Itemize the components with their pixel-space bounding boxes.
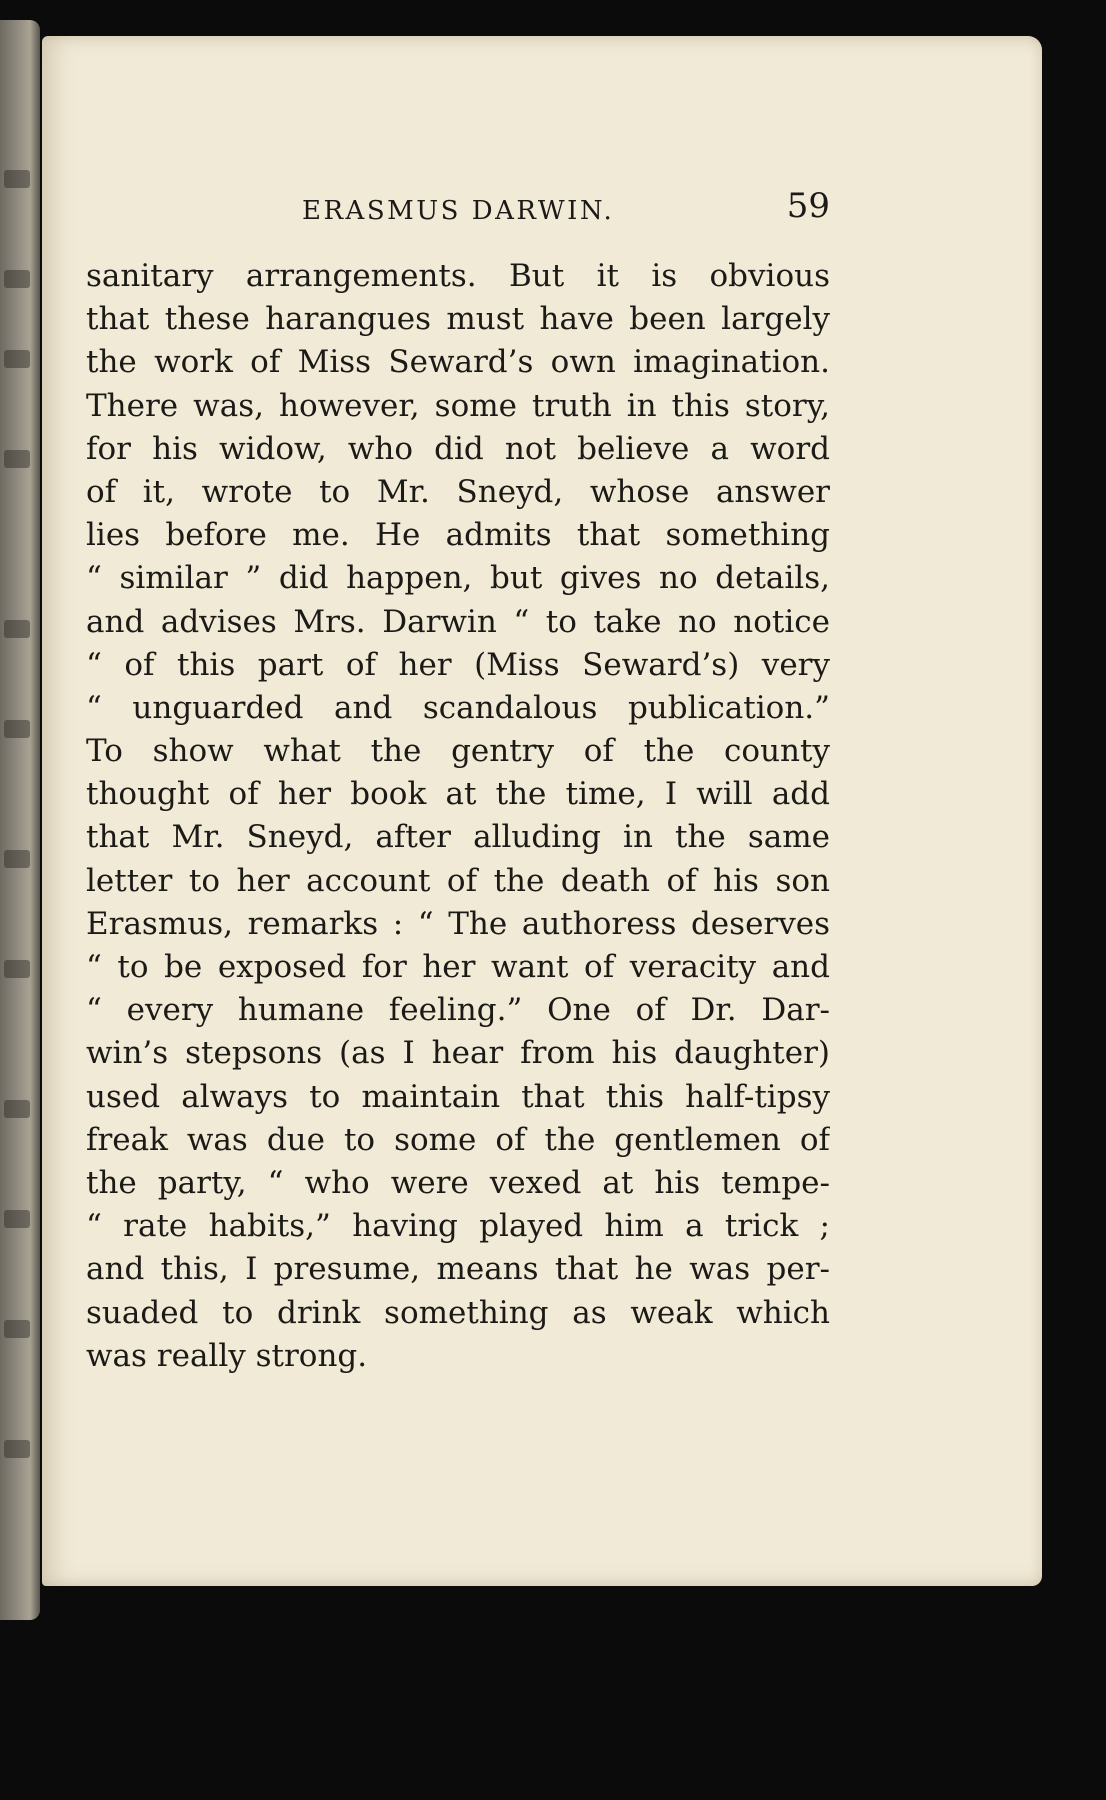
ink-bleed-mark [4, 270, 30, 288]
previous-page-edge [0, 20, 40, 1620]
running-header [80, 186, 830, 246]
text-line: lies before me. He admits that something [86, 517, 830, 554]
ink-bleed-mark [4, 1320, 30, 1338]
ink-bleed-mark [4, 450, 30, 468]
text-line: To show what the gentry of the county [86, 733, 830, 770]
ink-bleed-mark [4, 1210, 30, 1228]
text-line: “ to be exposed for her want of veracity and [86, 949, 830, 985]
text-line: and advises Mrs. Darwin “ to take no notice [86, 603, 830, 640]
text-line: thought of her book at the time, I will add [86, 776, 830, 813]
text-line: Erasmus, remarks : “ The authoress deserves [86, 905, 830, 942]
text-line: “ rate habits,” having played him a trick ; [86, 1208, 830, 1245]
text-line: that these harangues must have been largely [86, 301, 830, 338]
text-line: “ unguarded and scandalous publication.” [86, 689, 830, 726]
text-line: suaded to drink something as weak which [86, 1294, 830, 1331]
ink-bleed-mark [4, 1100, 30, 1118]
body-paragraph [86, 255, 830, 1378]
ink-bleed-mark [4, 1440, 30, 1458]
ink-bleed-mark [4, 850, 30, 868]
text-line: and this, I presume, means that he was per- [86, 1251, 830, 1288]
ink-bleed-mark [4, 960, 30, 978]
text-line: the work of Miss Seward’s own imagination. [86, 344, 830, 381]
text-line: “ every humane feeling.” One of Dr. Dar- [86, 992, 830, 1029]
text-line: used always to maintain that this half-tipsy [86, 1078, 830, 1115]
ink-bleed-mark [4, 720, 30, 738]
text-line: “ similar ” did happen, but gives no details, [86, 560, 830, 597]
ink-bleed-mark [4, 620, 30, 638]
text-line: “ of this part of her (Miss Seward’s) very [86, 646, 830, 683]
text-line: letter to her account of the death of his son [86, 862, 830, 899]
text-line: that Mr. Sneyd, after alluding in the same [86, 819, 830, 856]
text-line: of it, wrote to Mr. Sneyd, whose answer [86, 473, 830, 510]
ink-bleed-mark [4, 350, 30, 368]
text-line: for his widow, who did not believe a word [86, 430, 830, 467]
text-line: There was, however, some truth in this story, [86, 387, 830, 424]
text-line: freak was due to some of the gentlemen of [86, 1121, 830, 1158]
running-title: ERASMUS DARWIN. [302, 196, 615, 226]
text-line: win’s stepsons (as I hear from his daughter) [86, 1035, 830, 1072]
text-line: the party, “ who were vexed at his tempe- [86, 1164, 830, 1201]
ink-bleed-mark [4, 170, 30, 188]
text-line: was really strong. [86, 1337, 368, 1374]
text-line: sanitary arrangements. But it is obvious [86, 258, 830, 294]
page-number: 59 [786, 186, 830, 226]
